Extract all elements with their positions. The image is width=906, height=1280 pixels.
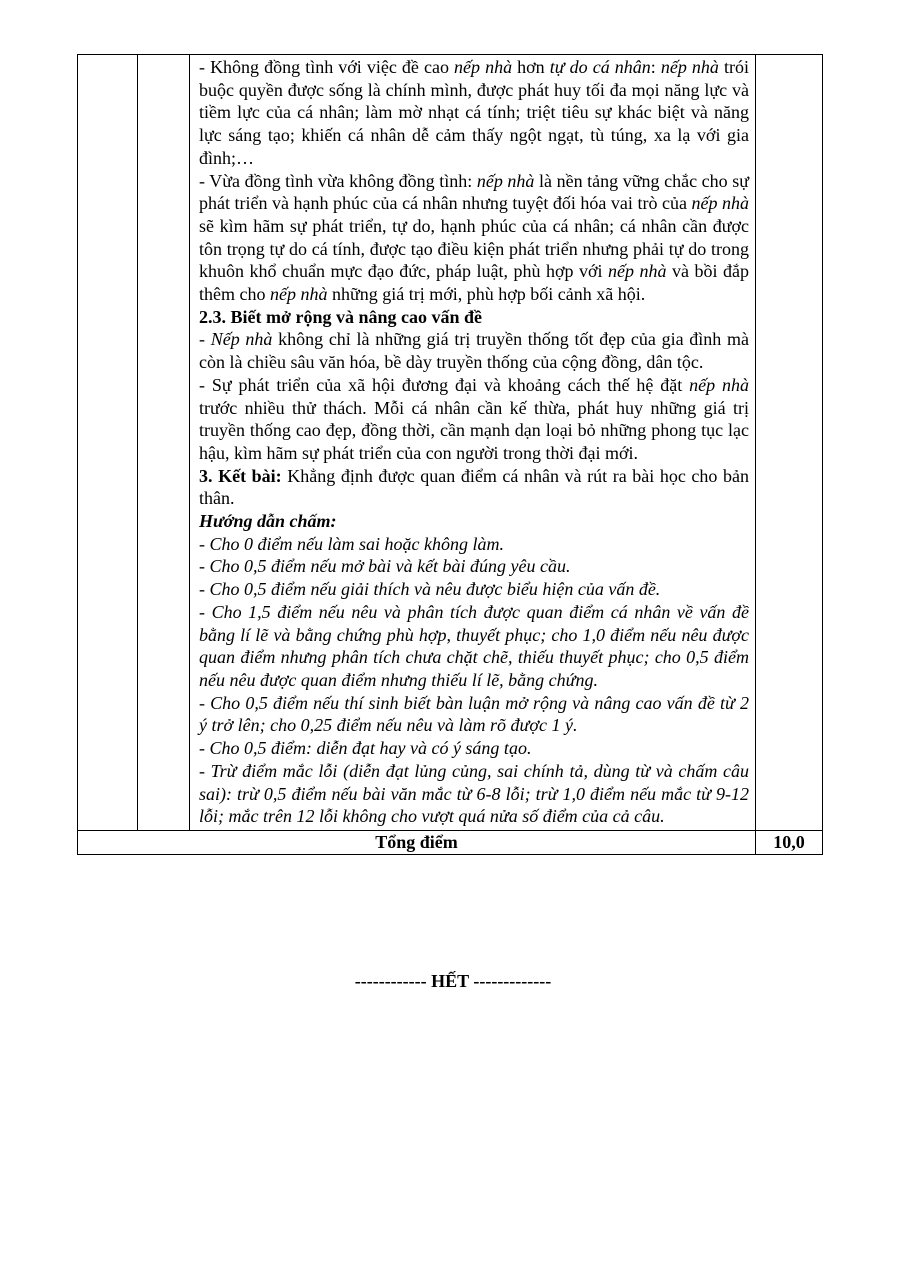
expand-paragraph-1: - Nếp nhà không chỉ là những giá trị truyền thống tốt đẹp của gia đình mà còn là chiều sâu văn hóa, bề dày truyền thống của cộng đồng, dân tộc. (199, 329, 749, 373)
guide-item: - Cho 0,5 điểm nếu giải thích và nêu được biểu hiện của vấn đề. (199, 579, 661, 600)
grading-guide-title: Hướng dẫn chấm: (199, 511, 337, 532)
guide-item: - Trừ điểm mắc lỗi (diễn đạt lủng củng, sai chính tả, dùng từ và chấm câu sai): trừ 0,5 điểm nếu bài văn mắc từ 6-8 lỗi; trừ 1,0 điểm nếu mắc từ 9-12 lỗi; mắc trên 12 lỗi không cho vượt quá nửa số điểm của cả câu. (199, 760, 749, 827)
question-cell (78, 55, 138, 831)
guide-item: - Cho 1,5 điểm nếu nêu và phân tích được quan điểm cá nhân về vấn đề bằng lí lẽ và bằng chứng phù hợp, thuyết phục; cho 1,0 điểm nếu nêu được quan điểm nhưng phân tích chưa chặt chẽ, thiếu thuyết phục; cho 0,5 điểm nếu nêu được quan điểm nhưng thiếu lí lẽ, bằng chứng. (199, 601, 749, 690)
expand-paragraph-2: - Sự phát triển của xã hội đương đại và khoảng cách thế hệ đặt nếp nhà trước nhiều thử thách. Mỗi cá nhân cần kế thừa, phát huy những giá trị truyền thống cao đẹp, đồng thời, cần mạnh dạn loại bỏ những phong tục lạc hậu, kìm hãm sự phát triển của con người trong thời đại mới. (199, 374, 749, 463)
end-marker: ------------ HẾT ------------- (354, 971, 552, 991)
part-cell (138, 55, 190, 831)
section-2-3-heading: 2.3. Biết mở rộng và nâng cao vấn đề (199, 306, 482, 327)
disagree-paragraph: - Không đồng tình với việc đề cao nếp nhà hơn tự do cá nhân: nếp nhà trói buộc quyền được sống là chính mình, được phát huy tối đa mọi năng lực và tiềm lực của cá nhân; làm mờ nhạt cá tính; triệt tiêu sự khác biệt và năng lực sáng tạo; khiến cá nhân dễ cảm thấy ngột ngạt, tù túng, xa lạ với gia đình;… (199, 57, 749, 168)
conclusion-paragraph: 3. Kết bài: Khẳng định được quan điểm cá nhân và rút ra bài học cho bản thân. (199, 465, 749, 509)
total-row (78, 830, 823, 854)
score-cell (756, 55, 823, 831)
content-row (78, 55, 823, 831)
answer-cell (190, 55, 756, 831)
grading-guide (199, 510, 749, 828)
guide-item: - Cho 0 điểm nếu làm sai hoặc không làm. (199, 533, 504, 554)
guide-item: - Cho 0,5 điểm: diễn đạt hay và có ý sáng tạo. (199, 738, 532, 759)
scoring-table (77, 54, 823, 855)
conclusion-label: 3. Kết bài: (199, 465, 282, 486)
both-paragraph: - Vừa đồng tình vừa không đồng tình: nếp nhà là nền tảng vững chắc cho sự phát triển và hạnh phúc của cá nhân nhưng tuyệt đối hóa vai trò của nếp nhà sẽ kìm hãm sự phát triển, tự do, hạnh phúc của cá nhân; cá nhân cần được tôn trọng tự do cá tính, được tạo điều kiện phát triển nhưng phải tự do trong khuôn khổ chuẩn mực đạo đức, pháp luật, phù hợp với nếp nhà và bồi đắp thêm cho nếp nhà những giá trị mới, phù hợp bối cảnh xã hội. (199, 170, 750, 305)
answer-content (190, 55, 755, 830)
guide-item: - Cho 0,5 điểm nếu thí sinh biết bàn luận mở rộng và nâng cao vấn đề từ 2 ý trở lên; cho 0,25 điểm nếu nêu và làm rõ được 1 ý. (199, 692, 749, 736)
total-score: 10,0 (756, 830, 823, 854)
total-label: Tổng điểm (78, 830, 756, 854)
guide-item: - Cho 0,5 điểm nếu mở bài và kết bài đúng yêu cầu. (199, 556, 571, 577)
